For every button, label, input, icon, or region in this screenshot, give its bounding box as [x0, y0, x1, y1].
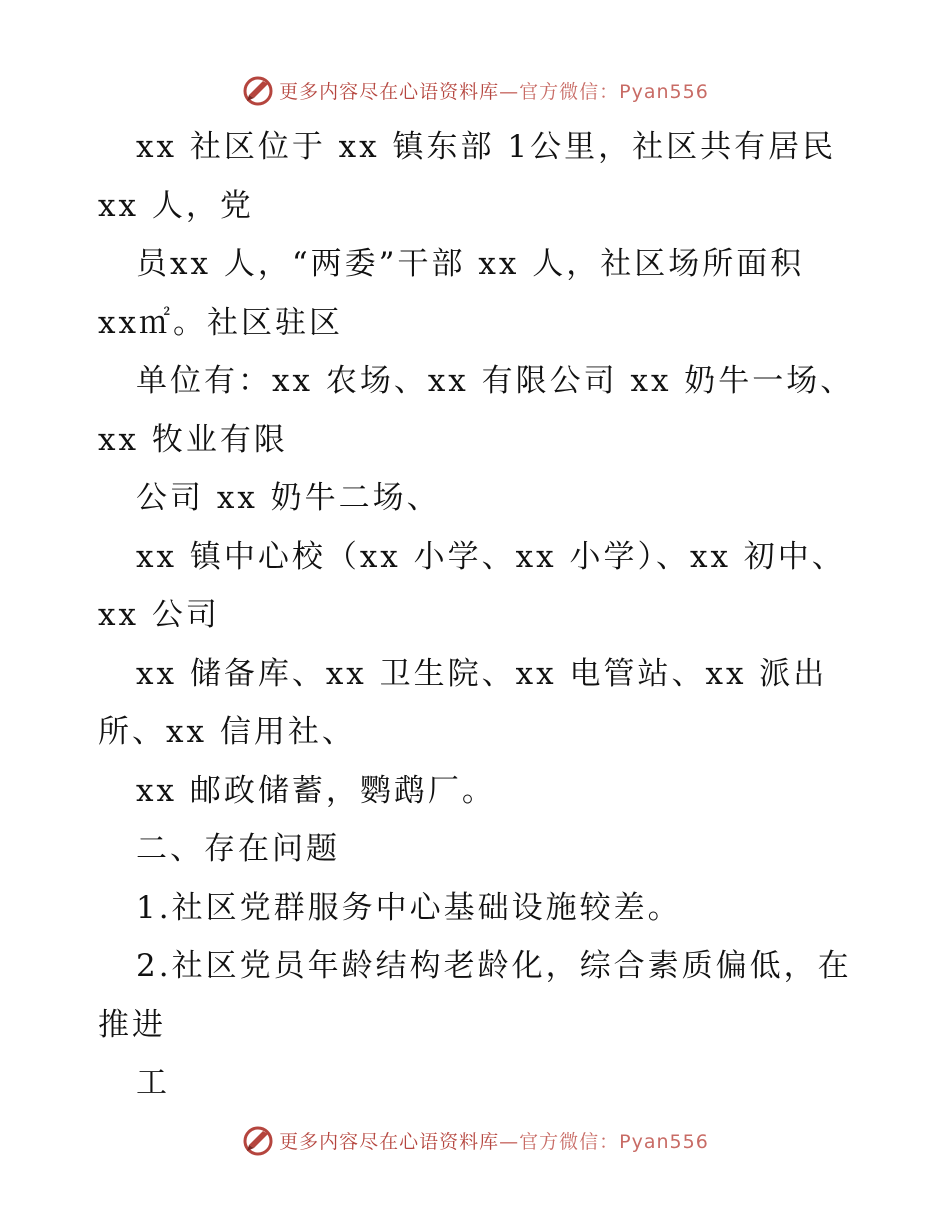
text-line: 所、xx 信用社、	[98, 714, 356, 750]
header-banner-sub: —官方微信：Pyan556	[499, 80, 709, 103]
text-line: xx 社区位于 xx 镇东部 1公里，社区共有居民	[136, 129, 837, 165]
footer-banner-text	[279, 1127, 709, 1154]
text-line: xx 镇中心校（xx 小学、xx 小学）、xx 初中、	[136, 538, 846, 575]
text-line: 二、存在问题	[136, 831, 340, 867]
footer-banner	[0, 1120, 950, 1160]
text-line: 单位有：xx 农场、xx 有限公司 xx 奶牛一场、	[136, 363, 855, 399]
text-line: xx 人，党	[98, 187, 254, 224]
text-line: 工	[136, 1065, 170, 1101]
document-body	[98, 118, 858, 1113]
text-line: xx 储备库、xx 卫生院、xx 电管站、xx 派出	[136, 655, 828, 692]
header-banner-main: 更多内容尽在心语资料库	[279, 80, 500, 103]
text-line: xx㎡。社区驻区	[98, 304, 343, 341]
text-line: 公司 xx 奶牛二场、	[136, 480, 441, 516]
footer-banner-sub: —官方微信：Pyan556	[499, 1130, 709, 1153]
header-banner-content	[241, 73, 709, 107]
text-line: 1.社区党群服务中心基础设施较差。	[136, 889, 682, 926]
text-line: 2.社区党员年龄结构老龄化，综合素质偏低，在	[136, 948, 852, 984]
pen-logo-icon	[241, 1123, 275, 1157]
footer-banner-content	[241, 1123, 709, 1157]
footer-banner-main: 更多内容尽在心语资料库	[279, 1130, 500, 1153]
text-line: xx 牧业有限	[98, 421, 288, 458]
pen-logo-icon	[241, 73, 275, 107]
text-line: 员xx 人，“两委”干部 xx 人，社区场所面积	[136, 246, 805, 282]
header-banner-text	[279, 77, 709, 104]
text-line: xx 公司	[98, 597, 220, 633]
header-banner	[0, 70, 950, 110]
text-line: 推进	[98, 1006, 166, 1043]
text-line: xx 邮政储蓄，鹦鹉厂。	[136, 772, 496, 809]
